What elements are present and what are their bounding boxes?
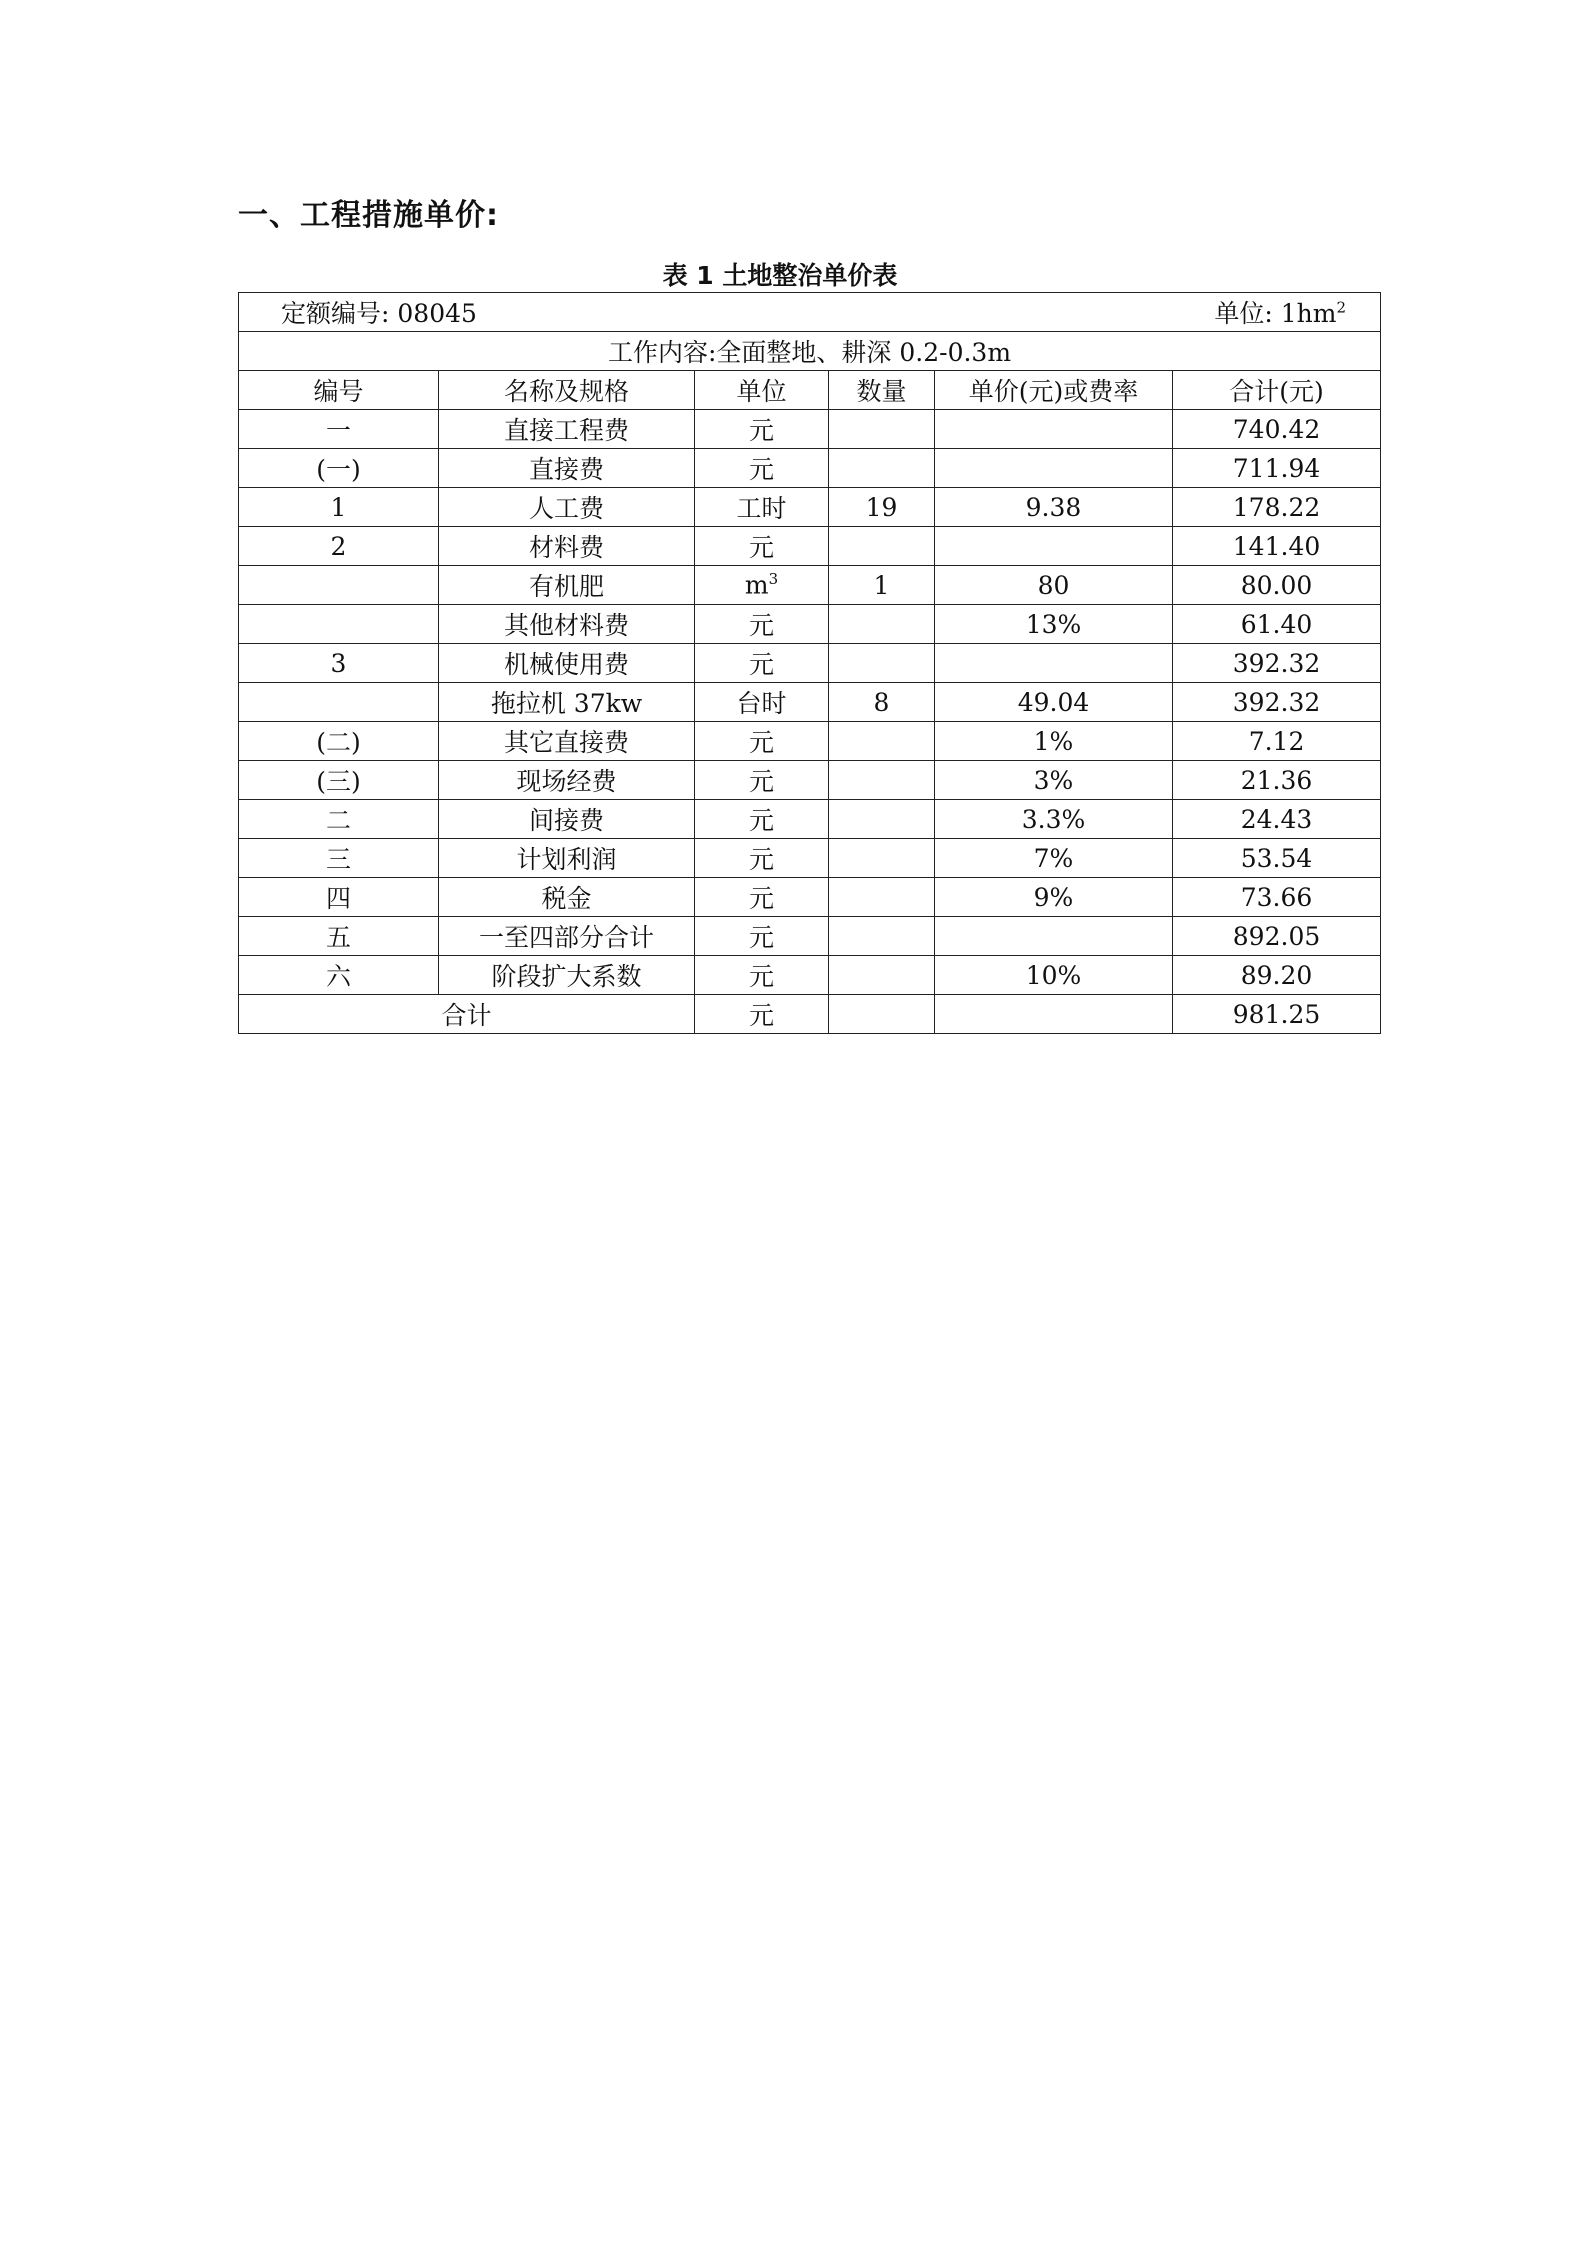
cell-unit: 元 (695, 761, 829, 800)
quota-code: 定额编号: 08045 (281, 299, 477, 328)
total-row (239, 995, 1381, 1034)
total-price (935, 995, 1173, 1034)
cell-total: 61.40 (1173, 605, 1381, 644)
cell-qty (829, 800, 935, 839)
table-row (239, 527, 1381, 566)
cell-name: 有机肥 (439, 566, 695, 605)
cell-qty: 8 (829, 683, 935, 722)
column-header: 名称及规格 (439, 371, 695, 410)
table-row (239, 800, 1381, 839)
cell-no: (三) (239, 761, 439, 800)
cell-qty (829, 527, 935, 566)
cell-total: 178.22 (1173, 488, 1381, 527)
cell-unit: 元 (695, 800, 829, 839)
cell-qty (829, 917, 935, 956)
cell-name: 一至四部分合计 (439, 917, 695, 956)
table-row (239, 488, 1381, 527)
cell-unit: 元 (695, 605, 829, 644)
cell-qty (829, 644, 935, 683)
table-row (239, 839, 1381, 878)
cell-price: 3% (935, 761, 1173, 800)
cell-qty: 1 (829, 566, 935, 605)
table-row (239, 761, 1381, 800)
cell-total: 80.00 (1173, 566, 1381, 605)
table-title: 表 1 土地整治单价表 (662, 261, 898, 290)
cell-qty (829, 878, 935, 917)
total-total: 981.25 (1173, 995, 1381, 1034)
cell-price: 10% (935, 956, 1173, 995)
work-content-row (239, 332, 1381, 371)
cell-price (935, 917, 1173, 956)
table-row (239, 917, 1381, 956)
cell-unit: 元 (695, 956, 829, 995)
cell-price: 9% (935, 878, 1173, 917)
cell-no: (一) (239, 449, 439, 488)
column-header: 编号 (239, 371, 439, 410)
cell-no: (二) (239, 722, 439, 761)
cell-total: 392.32 (1173, 644, 1381, 683)
cell-price: 13% (935, 605, 1173, 644)
cell-price: 80 (935, 566, 1173, 605)
cell-no: 二 (239, 800, 439, 839)
total-unit: 元 (695, 995, 829, 1034)
total-qty (829, 995, 935, 1034)
cell-price: 7% (935, 839, 1173, 878)
cell-name: 材料费 (439, 527, 695, 566)
cell-unit: 元 (695, 449, 829, 488)
cell-name: 拖拉机 37kw (439, 683, 695, 722)
cell-total: 53.54 (1173, 839, 1381, 878)
cell-qty (829, 722, 935, 761)
cell-no (239, 566, 439, 605)
cell-no: 五 (239, 917, 439, 956)
cell-name: 直接费 (439, 449, 695, 488)
table-row (239, 683, 1381, 722)
column-header: 单价(元)或费率 (935, 371, 1173, 410)
cell-name: 阶段扩大系数 (439, 956, 695, 995)
table-row (239, 449, 1381, 488)
cell-total: 21.36 (1173, 761, 1381, 800)
cell-qty (829, 605, 935, 644)
quota-row (239, 293, 1381, 332)
cell-name: 现场经费 (439, 761, 695, 800)
cell-qty: 19 (829, 488, 935, 527)
cell-unit: 元 (695, 917, 829, 956)
cell-price (935, 410, 1173, 449)
cell-unit: 元 (695, 839, 829, 878)
cell-no (239, 605, 439, 644)
cell-unit: 元 (695, 722, 829, 761)
table-row (239, 410, 1381, 449)
cell-no: 四 (239, 878, 439, 917)
header-row (239, 371, 1381, 410)
cell-no: 2 (239, 527, 439, 566)
total-label: 合计 (239, 995, 695, 1034)
cell-price (935, 449, 1173, 488)
cell-name: 机械使用费 (439, 644, 695, 683)
cell-total: 141.40 (1173, 527, 1381, 566)
cell-price (935, 644, 1173, 683)
table-row (239, 722, 1381, 761)
cell-no: 1 (239, 488, 439, 527)
quota-unit: 单位: $1hm^2$ (1214, 298, 1347, 328)
cell-price (935, 527, 1173, 566)
table-row (239, 878, 1381, 917)
cell-total: 24.43 (1173, 800, 1381, 839)
cell-name: 其他材料费 (439, 605, 695, 644)
cell-qty (829, 956, 935, 995)
cell-name: 直接工程费 (439, 410, 695, 449)
cell-qty (829, 761, 935, 800)
cell-no: 六 (239, 956, 439, 995)
cell-no: 3 (239, 644, 439, 683)
cell-price: 1% (935, 722, 1173, 761)
cell-qty (829, 449, 935, 488)
cell-name: 计划利润 (439, 839, 695, 878)
section-heading: 一、工程措施单价: (238, 198, 499, 233)
cell-unit: 台时 (695, 683, 829, 722)
cell-unit: 元 (695, 644, 829, 683)
cell-price: 9.38 (935, 488, 1173, 527)
cell-price: 3.3% (935, 800, 1173, 839)
column-header: 单位 (695, 371, 829, 410)
cell-unit: 元 (695, 410, 829, 449)
cell-name: 人工费 (439, 488, 695, 527)
unit-price-table (238, 292, 1381, 1034)
work-content: 工作内容:全面整地、耕深 0.2-0.3m (239, 332, 1381, 371)
cell-no: 一 (239, 410, 439, 449)
cell-total: 892.05 (1173, 917, 1381, 956)
column-header: 数量 (829, 371, 935, 410)
cell-total: 711.94 (1173, 449, 1381, 488)
cell-price: 49.04 (935, 683, 1173, 722)
cell-total: 73.66 (1173, 878, 1381, 917)
cell-no: 三 (239, 839, 439, 878)
cell-no (239, 683, 439, 722)
cell-total: 740.42 (1173, 410, 1381, 449)
cell-total: 7.12 (1173, 722, 1381, 761)
cell-name: 其它直接费 (439, 722, 695, 761)
cell-unit: 元 (695, 878, 829, 917)
table-row (239, 956, 1381, 995)
table-row (239, 644, 1381, 683)
cell-unit: $m^3$ (695, 566, 829, 605)
table-row (239, 605, 1381, 644)
cell-unit: 工时 (695, 488, 829, 527)
cell-total: 392.32 (1173, 683, 1381, 722)
table-row (239, 566, 1381, 605)
column-header: 合计(元) (1173, 371, 1381, 410)
cell-name: 间接费 (439, 800, 695, 839)
cell-qty (829, 839, 935, 878)
cell-qty (829, 410, 935, 449)
cell-name: 税金 (439, 878, 695, 917)
cell-total: 89.20 (1173, 956, 1381, 995)
cell-unit: 元 (695, 527, 829, 566)
